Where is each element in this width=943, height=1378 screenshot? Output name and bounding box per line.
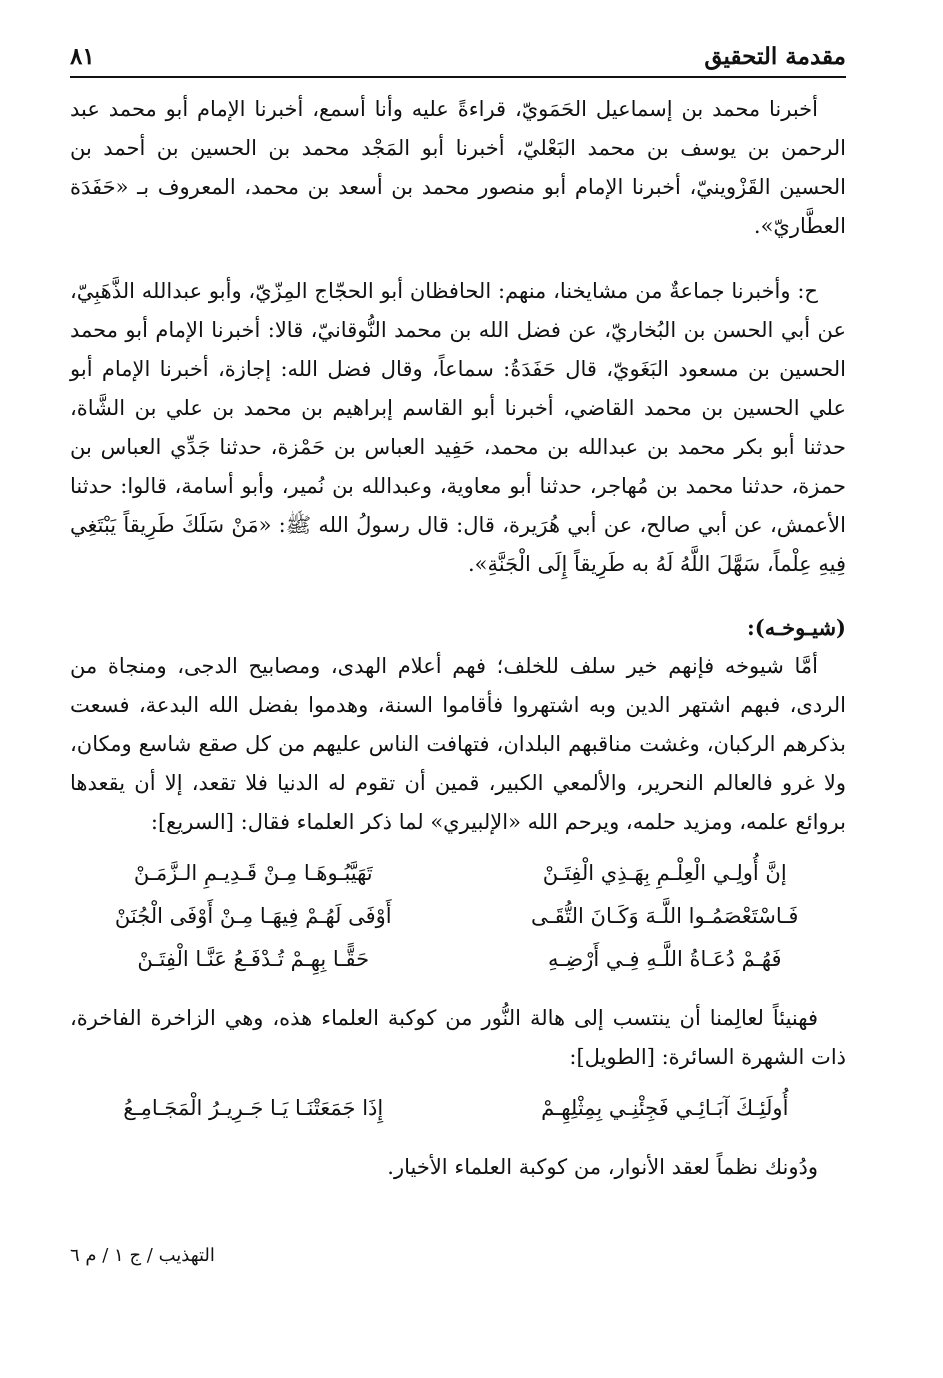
section-heading: (شيـوخـه): xyxy=(747,615,846,640)
paragraph-teachers: أمَّا شيوخه فإنهم خير سلف للخلف؛ فهم أعلام الهدى، ومصابيح الدجى، ومنجاة من الردى، فبهم اشتهر الدين وبه اشتهروا فأقاموا السنة، وهدموا بفضل الله البدعة، فسعت بذكرهم الركبان، وغشت مناقبهم البلدان، فتهافت الناس عليهم من كل صقع شاسع ومكان، ولا غرو فالعالم النحرير، والألمعي الكبير، قمين أن تقوم له الدنيا فلا تقعد، إلا أن يقعدها بروائع علمه، ومزيد حلمه، ويرحم الله «الإلبيري» لما ذكر العلماء فقال: [السريع]: xyxy=(70,654,846,834)
footer-signature: التهذيب / ج ١ / م ٦ xyxy=(70,1245,215,1266)
verse-line xyxy=(70,1087,846,1130)
verse-first-hemistich: أُولَئِـكَ آبَـائِـي فَجِئْنِـي بِمِثْلِهِـمْ xyxy=(541,1096,789,1120)
paragraph-lineage: فهنيئاً لعالِمنا أن ينتسب إلى هالة النُّور من كوكبة العلماء هذه، وهي الزاخرة الفاخرة، ذات الشهرة السائرة: [الطويل]: xyxy=(70,1006,846,1069)
document-page xyxy=(70,36,846,1346)
poem-tawil xyxy=(70,1087,846,1130)
verse-first-hemistich: فَـاسْتَعْصَمُـوا اللَّـهَ وَكَـانَ التُّقَـى xyxy=(531,904,799,928)
verse-first-hemistich: إنَّ أُولِـي الْعِلْـمِ بِهَـذِي الْفِتَـنْ xyxy=(542,861,787,885)
verse-second-hemistich: تَهَيَّبُـوهَـا مِـنْ قَـدِيـمِ الـزَّمَـنْ xyxy=(133,861,373,885)
paragraph-isnad-2: ح: وأخبرنا جماعةٌ من مشايخنا، منهم: الحافظان أبو الحجّاج المِزّيّ، وأبو عبدالله الذَّهَبِيّ، عن أبي الحسن بن البُخاريّ، عن فضل الله بن محمد النُّوقانيّ، قالا: أخبرنا الإمام أبو محمد الحسين بن مسعود البَغَويّ، قال حَفَدَةُ: سماعاً، وقال فضل الله: إجازة، أخبرنا الإمام أبو علي الحسين بن محمد القاضي، أخبرنا أبو القاسم إبراهيم بن محمد بن علي بن الشَّاة، حدثنا أبو بكر محمد بن عبدالله بن محمد، حَفِيد العباس بن حَمْزة، حدثنا جَدِّي العباس بن حمزة، حدثنا محمد بن مُهاجر، حدثنا أبو معاوية، وعبدالله بن نُمير، وأبو أسامة، قالوا: حدثنا الأعمش، عن أبي صالح، عن أبي هُرَيرة، قال: قال رسولُ الله ﷺ: «مَنْ سَلَكَ طَرِيقاً يَبْتَغِي فِيهِ عِلْماً، سَهَّلَ اللَّهُ لَهُ به طَرِيقاً إِلَى الْجَنَّةِ». xyxy=(70,279,846,576)
verse-line xyxy=(70,895,846,938)
poem-sari xyxy=(70,852,846,981)
verse-second-hemistich: حَقًّـا بِهِـمْ تُـدْفَـعُ عَنَّـا الْفِتَـنْ xyxy=(137,947,370,971)
page-number: ٨١ xyxy=(70,43,95,70)
verse-line xyxy=(70,938,846,981)
paragraph-closing: ودُونك نظماً لعقد الأنوار، من كوكبة العلماء الأخيار. xyxy=(387,1155,818,1179)
verse-second-hemistich: إِذَا جَمَعَتْنَـا يَـا جَـرِيـرُ الْمَجَـامِـعُ xyxy=(123,1096,384,1120)
verse-line xyxy=(70,852,846,895)
running-header xyxy=(70,36,846,78)
verse-second-hemistich: أَوْفَى لَهُـمْ فِيهَـا مِـنْ أَوْفَى الْجُنَنْ xyxy=(114,904,392,928)
header-title: مقدمة التحقيق xyxy=(704,43,846,70)
verse-first-hemistich: فَهُـمْ دُعَـاةُ اللَّـهِ فِـي أَرْضِـهِ xyxy=(547,947,782,971)
paragraph-isnad-1: أخبرنا محمد بن إسماعيل الحَمَويّ، قراءةً عليه وأنا أسمع، أخبرنا الإمام أبو محمد عبد الرحمن بن يوسف بن محمد البَعْليّ، أخبرنا أبو المَجْد محمد بن الحسين بن أحمد بن الحسين القَزْوينيّ، أخبرنا الإمام أبو منصور محمد بن أسعد بن محمد، المعروف بـ «حَفَدَة العطَّاريّ». xyxy=(70,97,846,238)
